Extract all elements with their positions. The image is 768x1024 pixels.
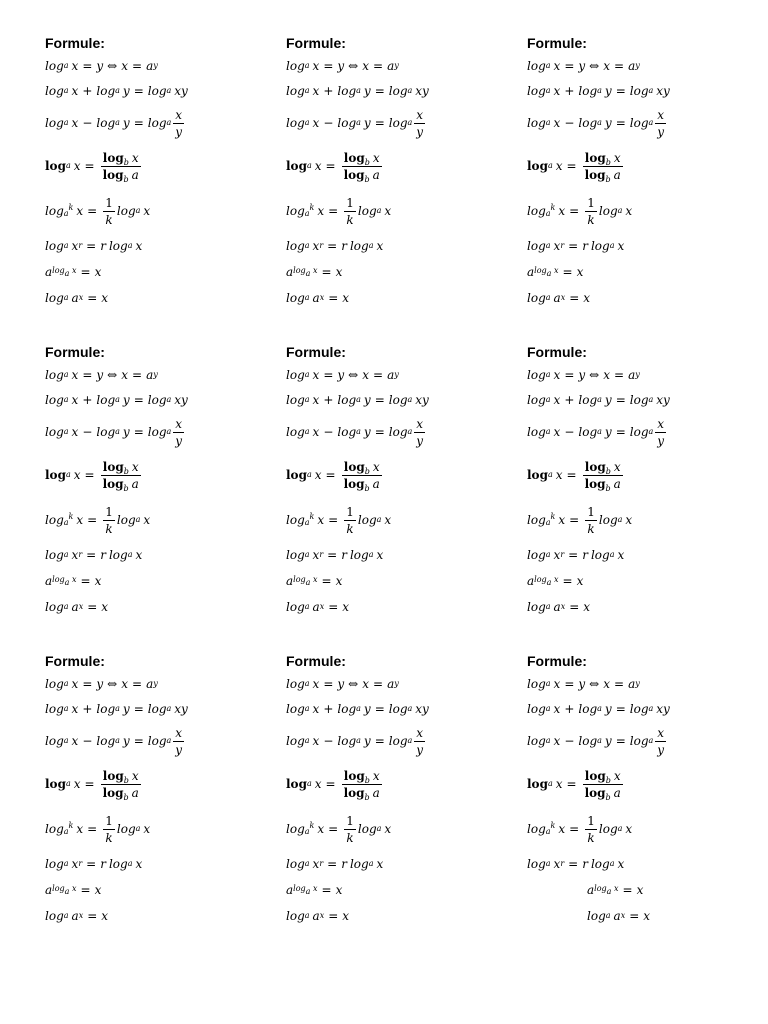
formula-inverse-exp: a $\log_a x$ = x — [587, 883, 644, 897]
formula-definition: log a x = y ⇔ x = a y — [45, 59, 158, 73]
formula-power-base: log $a^k$ x = $\frac{1}{k}$ log a x — [527, 504, 633, 536]
formula-power-rule: log a x r = r log a x — [286, 857, 384, 871]
formula-inverse-exp: a $\log_a x$ = x — [286, 883, 343, 897]
card-title: Formule: — [286, 653, 346, 669]
fraction: $\frac{1}{k}$ — [587, 504, 595, 536]
card-title: Formule: — [45, 653, 105, 669]
formula-quotient-rule: log a x − log a y = log a $\frac{x}{y}$ — [286, 107, 424, 139]
formula-quotient-rule: log a x − log a y = log a $\frac{x}{y}$ — [527, 416, 665, 448]
formula-definition: log a x = y ⇔ x = a y — [286, 368, 399, 382]
formula-change-of-base: log a x = $\frac{\log_b x}{\log_b a}$ — [286, 768, 380, 802]
formula-power-rule: log a x r = r log a x — [45, 857, 143, 871]
formula-power-base: log $a^k$ x = $\frac{1}{k}$ log a x — [527, 195, 633, 227]
formula-card — [286, 33, 527, 342]
formula-product-rule: log a x + log a y = log a xy — [286, 702, 429, 716]
formula-quotient-rule: log a x − log a y = log a $\frac{x}{y}$ — [45, 416, 183, 448]
card-title: Formule: — [286, 344, 346, 360]
fraction: $\frac{\log_b x}{\log_b a}$ — [343, 150, 380, 184]
fraction: $\frac{x}{y}$ — [175, 107, 183, 139]
fraction: $\frac{1}{k}$ — [587, 195, 595, 227]
formula-inverse-exp: a $\log_a x$ = x — [286, 265, 343, 279]
card-title: Formule: — [45, 344, 105, 360]
formula-inverse-log: log a a x = x — [286, 600, 350, 614]
fraction: $\frac{1}{k}$ — [105, 813, 113, 845]
formula-change-of-base: log a x = $\frac{\log_b x}{\log_b a}$ — [527, 150, 621, 184]
formula-product-rule: log a x + log a y = log a xy — [45, 702, 188, 716]
formula-change-of-base: log a x = $\frac{\log_b x}{\log_b a}$ — [527, 768, 621, 802]
formula-quotient-rule: log a x − log a y = log a $\frac{x}{y}$ — [527, 725, 665, 757]
formula-inverse-exp: a $\log_a x$ = x — [286, 574, 343, 588]
formula-definition: log a x = y ⇔ x = a y — [527, 368, 640, 382]
fraction: $\frac{x}{y}$ — [657, 107, 665, 139]
formula-change-of-base: log a x = $\frac{\log_b x}{\log_b a}$ — [45, 768, 139, 802]
formula-product-rule: log a x + log a y = log a xy — [45, 393, 188, 407]
formula-change-of-base: log a x = $\frac{\log_b x}{\log_b a}$ — [45, 150, 139, 184]
formula-definition: log a x = y ⇔ x = a y — [527, 59, 640, 73]
fraction: $\frac{x}{y}$ — [416, 107, 424, 139]
formula-power-base: log $a^k$ x = $\frac{1}{k}$ log a x — [45, 504, 151, 536]
formula-inverse-exp: a $\log_a x$ = x — [45, 883, 102, 897]
fraction: $\frac{1}{k}$ — [346, 504, 354, 536]
formula-inverse-log: log a a x = x — [45, 291, 109, 305]
formula-power-rule: log a x r = r log a x — [527, 548, 625, 562]
formula-change-of-base: log a x = $\frac{\log_b x}{\log_b a}$ — [45, 459, 139, 493]
card-title: Formule: — [527, 344, 587, 360]
fraction: $\frac{1}{k}$ — [105, 504, 113, 536]
formula-change-of-base: log a x = $\frac{\log_b x}{\log_b a}$ — [286, 459, 380, 493]
card-title: Formule: — [45, 35, 105, 51]
formula-inverse-log: log a a x = x — [286, 291, 350, 305]
formula-inverse-log: log a a x = x — [286, 909, 350, 923]
formula-inverse-exp: a $\log_a x$ = x — [45, 574, 102, 588]
fraction: $\frac{\log_b x}{\log_b a}$ — [584, 150, 621, 184]
formula-quotient-rule: log a x − log a y = log a $\frac{x}{y}$ — [527, 107, 665, 139]
card-title: Formule: — [527, 35, 587, 51]
formula-quotient-rule: log a x − log a y = log a $\frac{x}{y}$ — [45, 107, 183, 139]
formula-card — [527, 33, 745, 342]
fraction: $\frac{\log_b x}{\log_b a}$ — [343, 768, 380, 802]
card-title: Formule: — [286, 35, 346, 51]
card-title: Formule: — [527, 653, 587, 669]
formula-card — [45, 651, 286, 960]
formula-power-base: log $a^k$ x = $\frac{1}{k}$ log a x — [286, 195, 392, 227]
formula-card — [45, 33, 286, 342]
fraction: $\frac{x}{y}$ — [657, 725, 665, 757]
formula-inverse-log: log a a x = x — [587, 909, 651, 923]
formula-card — [286, 342, 527, 651]
formula-definition: log a x = y ⇔ x = a y — [286, 677, 399, 691]
formula-product-rule: log a x + log a y = log a xy — [527, 702, 670, 716]
fraction: $\frac{1}{k}$ — [346, 813, 354, 845]
fraction: $\frac{x}{y}$ — [416, 725, 424, 757]
formula-product-rule: log a x + log a y = log a xy — [286, 393, 429, 407]
formula-power-rule: log a x r = r log a x — [45, 548, 143, 562]
formula-quotient-rule: log a x − log a y = log a $\frac{x}{y}$ — [286, 416, 424, 448]
formula-definition: log a x = y ⇔ x = a y — [286, 59, 399, 73]
formula-inverse-log: log a a x = x — [45, 600, 109, 614]
formula-inverse-exp: a $\log_a x$ = x — [527, 574, 584, 588]
fraction: $\frac{\log_b x}{\log_b a}$ — [584, 459, 621, 493]
formula-product-rule: log a x + log a y = log a xy — [45, 84, 188, 98]
formula-power-base: log $a^k$ x = $\frac{1}{k}$ log a x — [45, 813, 151, 845]
formula-change-of-base: log a x = $\frac{\log_b x}{\log_b a}$ — [527, 459, 621, 493]
formula-power-rule: log a x r = r log a x — [286, 239, 384, 253]
fraction: $\frac{\log_b x}{\log_b a}$ — [102, 768, 139, 802]
formula-card — [527, 342, 745, 651]
formula-definition: log a x = y ⇔ x = a y — [527, 677, 640, 691]
fraction: $\frac{x}{y}$ — [175, 416, 183, 448]
formula-card — [527, 651, 745, 960]
fraction: $\frac{\log_b x}{\log_b a}$ — [584, 768, 621, 802]
fraction: $\frac{1}{k}$ — [346, 195, 354, 227]
formula-quotient-rule: log a x − log a y = log a $\frac{x}{y}$ — [286, 725, 424, 757]
fraction: $\frac{1}{k}$ — [587, 813, 595, 845]
formula-power-rule: log a x r = r log a x — [286, 548, 384, 562]
fraction: $\frac{\log_b x}{\log_b a}$ — [343, 459, 380, 493]
fraction: $\frac{\log_b x}{\log_b a}$ — [102, 459, 139, 493]
fraction: $\frac{x}{y}$ — [175, 725, 183, 757]
fraction: $\frac{1}{k}$ — [105, 195, 113, 227]
formula-inverse-log: log a a x = x — [527, 600, 591, 614]
formula-power-base: log $a^k$ x = $\frac{1}{k}$ log a x — [286, 504, 392, 536]
formula-power-base: log $a^k$ x = $\frac{1}{k}$ log a x — [45, 195, 151, 227]
formula-product-rule: log a x + log a y = log a xy — [527, 84, 670, 98]
formula-power-rule: log a x r = r log a x — [45, 239, 143, 253]
fraction: $\frac{\log_b x}{\log_b a}$ — [102, 150, 139, 184]
formula-sheet — [45, 33, 745, 960]
formula-power-rule: log a x r = r log a x — [527, 239, 625, 253]
fraction: $\frac{x}{y}$ — [416, 416, 424, 448]
formula-power-base: log $a^k$ x = $\frac{1}{k}$ log a x — [286, 813, 392, 845]
formula-inverse-log: log a a x = x — [45, 909, 109, 923]
formula-quotient-rule: log a x − log a y = log a $\frac{x}{y}$ — [45, 725, 183, 757]
formula-product-rule: log a x + log a y = log a xy — [527, 393, 670, 407]
formula-card — [45, 342, 286, 651]
formula-definition: log a x = y ⇔ x = a y — [45, 368, 158, 382]
formula-power-rule: log a x r = r log a x — [527, 857, 625, 871]
formula-inverse-exp: a $\log_a x$ = x — [527, 265, 584, 279]
formula-definition: log a x = y ⇔ x = a y — [45, 677, 158, 691]
formula-power-base: log $a^k$ x = $\frac{1}{k}$ log a x — [527, 813, 633, 845]
formula-product-rule: log a x + log a y = log a xy — [286, 84, 429, 98]
formula-inverse-exp: a $\log_a x$ = x — [45, 265, 102, 279]
formula-change-of-base: log a x = $\frac{\log_b x}{\log_b a}$ — [286, 150, 380, 184]
fraction: $\frac{x}{y}$ — [657, 416, 665, 448]
formula-card — [286, 651, 527, 960]
formula-inverse-log: log a a x = x — [527, 291, 591, 305]
